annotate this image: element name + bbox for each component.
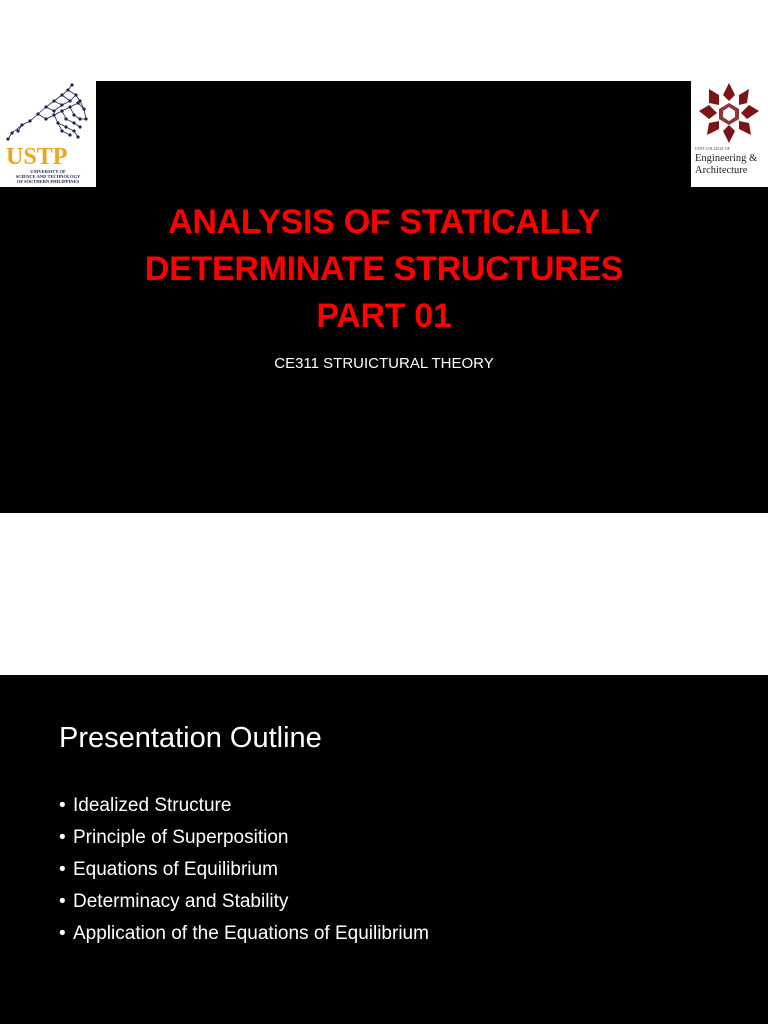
ustp-subtitle xyxy=(6,169,90,184)
list-item-label: Principle of Superposition xyxy=(73,827,289,848)
bullet-icon: • xyxy=(59,923,66,944)
list-item xyxy=(59,886,429,918)
list-item xyxy=(59,854,429,886)
dot-network-icon xyxy=(0,81,96,147)
bullet-icon: • xyxy=(59,827,66,848)
college-name-line: Architecture xyxy=(695,164,748,176)
title-slide xyxy=(0,81,768,513)
ustp-subtitle-line: OF SOUTHERN PHILIPPINES xyxy=(16,179,80,184)
bullet-icon: • xyxy=(59,859,66,880)
title-line: DETERMINATE STRUCTURES xyxy=(144,250,624,288)
list-item-label: Determinacy and Stability xyxy=(73,891,289,912)
title-line: PART 01 xyxy=(316,297,452,335)
bullet-icon: • xyxy=(59,795,66,816)
list-item-label: Idealized Structure xyxy=(73,795,232,816)
engineering-college-logo xyxy=(691,81,768,187)
list-item xyxy=(59,918,429,950)
course-subtitle: CE311 STRUICTURAL THEORY xyxy=(274,355,494,372)
college-small-label: UNIT COLLEGE OF xyxy=(695,146,730,151)
list-item-label: Equations of Equilibrium xyxy=(73,859,278,880)
outline-slide xyxy=(0,675,768,1024)
title-line: ANALYSIS OF STATICALLY xyxy=(168,203,600,241)
ustp-subtitle-line: UNIVERSITY OF xyxy=(30,169,66,174)
slide-title xyxy=(0,199,768,340)
list-item-label: Application of the Equations of Equilibrium xyxy=(73,923,429,944)
list-item xyxy=(59,790,429,822)
ustp-logo xyxy=(0,81,96,187)
ustp-subtitle-line: SCIENCE AND TECHNOLOGY xyxy=(15,174,81,179)
outline-list xyxy=(59,790,429,950)
outline-heading: Presentation Outline xyxy=(59,722,322,754)
list-item xyxy=(59,822,429,854)
college-name-line: Engineering & xyxy=(695,153,758,164)
bullet-icon: • xyxy=(59,891,66,912)
ustp-wordmark: USTP xyxy=(6,144,68,170)
star-emblem-icon xyxy=(695,81,763,145)
college-name xyxy=(695,153,768,176)
